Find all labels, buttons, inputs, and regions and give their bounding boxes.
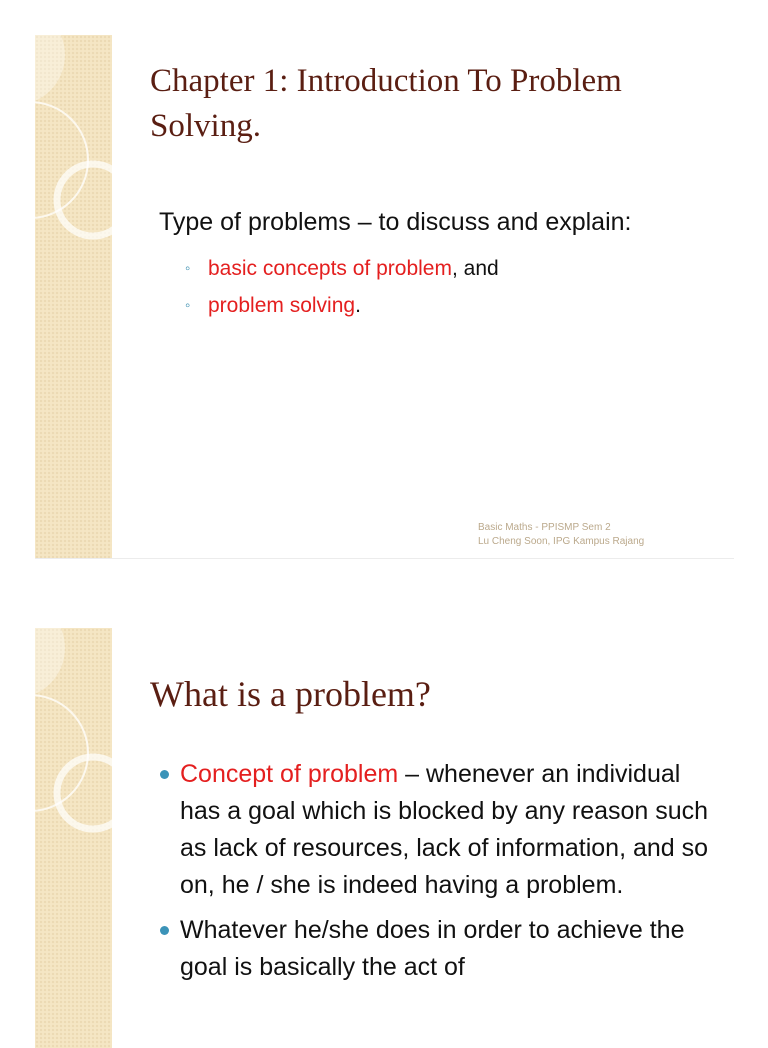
- slide-2: [35, 628, 734, 1048]
- slide-footer: [478, 521, 644, 549]
- concept-list: [185, 253, 499, 327]
- item-text: .: [355, 294, 361, 317]
- ring-decoration-icon: [35, 35, 112, 558]
- decorative-sidebar: [35, 35, 112, 558]
- decorative-sidebar: [35, 628, 112, 1048]
- slide-1: [35, 35, 734, 559]
- filled-circle-bullet-icon: [160, 926, 169, 935]
- highlight-text: Concept of problem: [180, 760, 399, 788]
- item-text: , and: [451, 257, 499, 280]
- page-title: Chapter 1: Introduction To Problem Solving.: [150, 63, 622, 144]
- hollow-circle-bullet-icon: ◦: [185, 297, 191, 314]
- footer-course: Basic Maths - PPISMP Sem 2: [478, 522, 611, 533]
- list-item: [185, 290, 499, 327]
- ring-decoration-icon: [35, 628, 112, 1048]
- item-text: Whatever he/she does in order to achieve the goal is basically the act of: [180, 916, 685, 981]
- list-item: [185, 253, 499, 290]
- page-title: What is a problem?: [150, 674, 431, 714]
- highlight-text: basic concepts of problem: [208, 257, 452, 280]
- footer-author: Lu Cheng Soon, IPG Kampus Rajang: [478, 536, 645, 547]
- list-item: [160, 756, 720, 904]
- highlight-text: problem solving: [208, 294, 356, 317]
- intro-text: Type of problems – to discuss and explain:: [159, 208, 632, 236]
- filled-circle-bullet-icon: [160, 770, 169, 779]
- hollow-circle-bullet-icon: ◦: [185, 260, 191, 277]
- definition-list: [160, 756, 720, 994]
- list-item: [160, 912, 720, 986]
- item-text: – whenever an individual has a goal which is blocked by any reason such as lack of resources, lack of information, and so on, he / she is indeed having a problem.: [180, 760, 709, 899]
